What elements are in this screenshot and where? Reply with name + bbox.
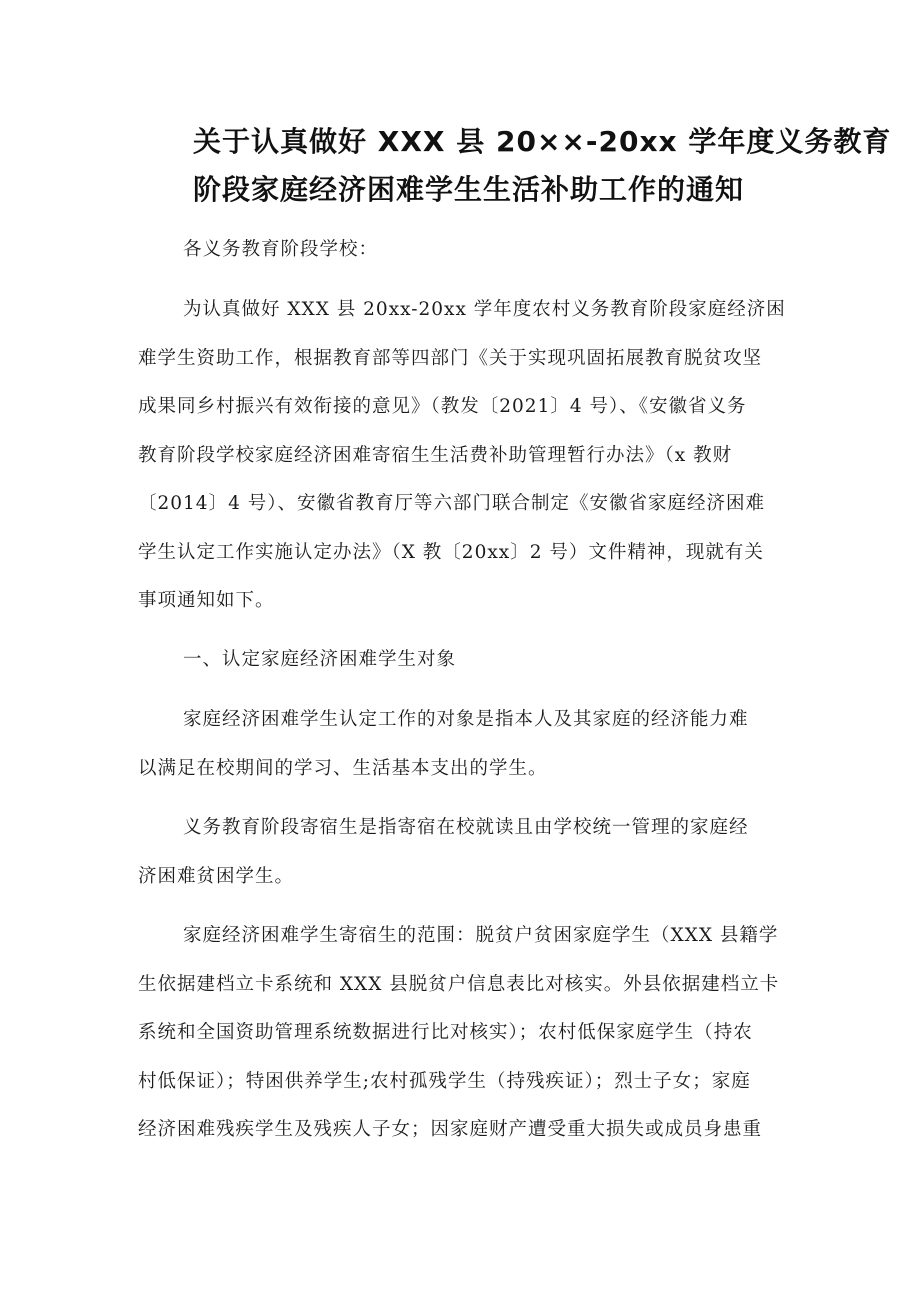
paragraph-line: 济困难贫困学生。	[138, 865, 295, 887]
paragraph-intro	[138, 286, 788, 626]
paragraph-line: 经济困难残疾学生及残疾人子女；因家庭财产遭受重大损失或成员身患重	[138, 1119, 763, 1140]
paragraph-line: 教育阶段学校家庭经济困难寄宿生生活费补助管理暂行办法》（x 教财	[138, 444, 733, 466]
paragraph-line: 义务教育阶段寄宿生是指寄宿在校就读且由学校统一管理的家庭经	[183, 817, 749, 838]
paragraph-line: 学生认定工作实施认定办法》（X 教〔20xx〕2 号）文件精神，现就有关	[138, 541, 764, 563]
paragraph-line: 以满足在校期间的学习、生活基本支出的学生。	[138, 757, 548, 779]
paragraph-line: 〔2014〕4 号）、安徽省教育厅等六部门联合制定《安徽省家庭经济困难	[138, 493, 765, 514]
paragraph-line: 难学生资助工作，根据教育部等四部门《关于实现巩固拓展教育脱贫攻坚	[138, 347, 763, 369]
paragraph-line: 事项通知如下。	[138, 590, 275, 611]
paragraph-line: 家庭经济困难学生认定工作的对象是指本人及其家庭的经济能力难	[183, 709, 749, 730]
title-line: 关于认真做好 XXX 县 20××-20xx 学年度义务教育	[193, 125, 892, 158]
title-line: 阶段家庭经济困难学生生活补助工作的通知	[193, 173, 745, 206]
section-heading	[138, 636, 788, 685]
paragraph-line: 系统和全国资助管理系统数据进行比对核实）；农村低保家庭学生（持农	[138, 1022, 753, 1043]
document-title	[138, 118, 892, 214]
section-heading-text: 一、认定家庭经济困难学生对象	[183, 649, 457, 670]
paragraph-boarding	[138, 804, 788, 901]
salutation-text: 各义务教育阶段学校：	[183, 239, 379, 260]
paragraph-line: 村低保证）；特困供养学生;农村孤残学生（持残疾证）；烈士子女；家庭	[138, 1070, 751, 1092]
salutation	[138, 226, 788, 275]
paragraph-line: 生依据建档立卡系统和 XXX 县脱贫户信息表比对核实。外县依据建档立卡	[138, 973, 780, 995]
paragraph-line: 为认真做好 XXX 县 20xx-20xx 学年度农村义务教育阶段家庭经济困	[183, 299, 786, 320]
paragraph-line: 成果同乡村振兴有效衔接的意见》（教发〔2021〕4 号）、《安徽省义务	[138, 396, 747, 417]
paragraph-scope	[138, 912, 788, 1155]
paragraph-definition	[138, 696, 788, 793]
paragraph-line: 家庭经济困难学生寄宿生的范围：脱贫户贫困家庭学生（XXX 县籍学	[183, 925, 779, 946]
